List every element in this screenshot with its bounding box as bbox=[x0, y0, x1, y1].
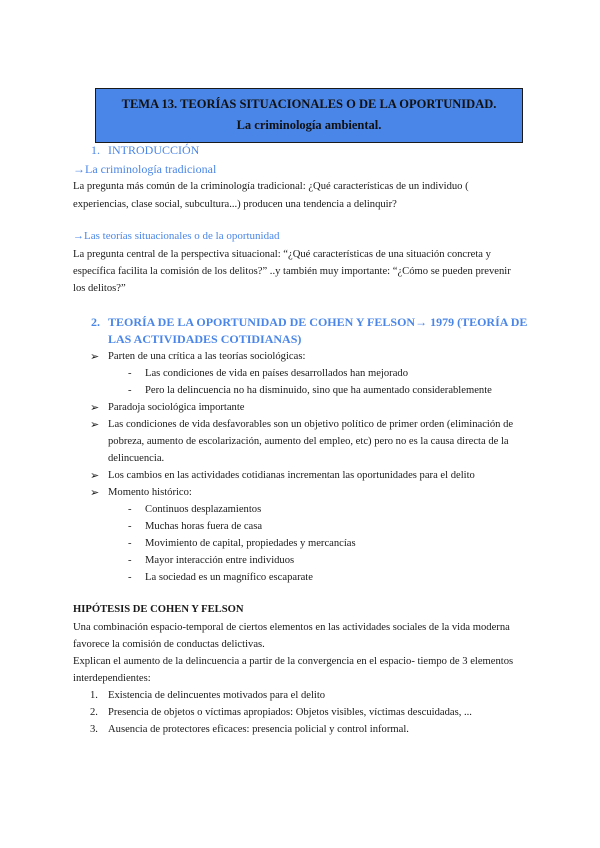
bullet-5-sub-4: Mayor interacción entre individuos bbox=[145, 555, 295, 566]
item-number-1: 1. bbox=[90, 690, 98, 701]
section1-heading: INTRODUCCIÓN bbox=[108, 143, 200, 157]
hypothesis-line-1: Una combinación espacio-temporal de ciertos elementos en las actividades sociales de la vida moderna bbox=[73, 622, 510, 633]
sub2-heading: →Las teorías situacionales o de la oportunidad bbox=[73, 230, 280, 242]
item-number-3: 3. bbox=[90, 724, 98, 735]
bullet-3-line-1: Las condiciones de vida desfavorables son un objetivo político de primer orden (eliminación de bbox=[108, 419, 514, 430]
title-line-2: La criminología ambiental. bbox=[236, 118, 382, 132]
sub1-line-2: experiencias, clase social, subcultura...) producen una tendencia a delinquir? bbox=[73, 199, 397, 210]
hypothesis-item-1: Existencia de delincuentes motivados para el delito bbox=[108, 690, 326, 701]
arrow-bullet-icon: ➢ bbox=[90, 419, 100, 431]
bullet-3-line-2: pobreza, aumento de escolarización, aumento del empleo, etc) pero no es la causa directa de la bbox=[108, 436, 509, 447]
section2-heading-line-2: LAS ACTIVIDADES COTIDIANAS) bbox=[108, 332, 302, 346]
hypothesis-line-2: favorece la comisión de conductas delictivas. bbox=[73, 639, 265, 650]
bullet-3-line-3: delincuencia. bbox=[108, 453, 165, 464]
section2-number: 2. bbox=[91, 315, 100, 329]
dash-icon: - bbox=[128, 504, 132, 515]
arrow-bullet-icon: ➢ bbox=[90, 351, 100, 363]
bullet-4: Los cambios en las actividades cotidianas incrementan las oportunidades para el delito bbox=[108, 470, 475, 481]
sub1-line-1: La pregunta más común de la criminología tradicional: ¿Qué características de un individuo ( bbox=[73, 181, 469, 192]
title-line-1: TEMA 13. TEORÍAS SITUACIONALES O DE LA OPORTUNIDAD. bbox=[121, 97, 497, 111]
sub1-heading: →La criminología tradicional bbox=[73, 162, 217, 176]
bullet-5-sub-2: Muchas horas fuera de casa bbox=[145, 521, 263, 532]
sub2-line-3: los delitos?” bbox=[73, 283, 126, 294]
dash-icon: - bbox=[128, 368, 132, 379]
bullet-2: Paradoja sociológica importante bbox=[108, 402, 245, 413]
bullet-5-sub-3: Movimiento de capital, propiedades y mercancías bbox=[145, 538, 356, 549]
title-box bbox=[95, 88, 523, 143]
section2-heading-line-1: TEORÍA DE LA OPORTUNIDAD DE COHEN Y FELSON→ 1979 (TEORÍA DE bbox=[108, 315, 528, 329]
item-number-2: 2. bbox=[90, 707, 98, 718]
sub2-line-1: La pregunta central de la perspectiva situacional: “¿Qué características de una situación concreta y bbox=[73, 249, 491, 260]
bullet-1-sub-1: Las condiciones de vida en países desarrollados han mejorado bbox=[145, 368, 408, 379]
dash-icon: - bbox=[128, 555, 132, 566]
hypothesis-heading: HIPÓTESIS DE COHEN Y FELSON bbox=[73, 604, 244, 615]
bullet-1: Parten de una crítica a las teorías sociológicas: bbox=[108, 351, 306, 362]
hypothesis-line-4: interdependientes: bbox=[73, 673, 151, 684]
bullet-1-sub-2: Pero la delincuencia no ha disminuido, sino que ha aumentado considerablemente bbox=[145, 385, 492, 396]
arrow-bullet-icon: ➢ bbox=[90, 402, 100, 414]
dash-icon: - bbox=[128, 572, 132, 583]
hypothesis-line-3: Explican el aumento de la delincuencia a partir de la convergencia en el espacio- tiempo de 3 elementos bbox=[73, 656, 514, 667]
hypothesis-item-3: Ausencia de protectores eficaces: presencia policial y control informal. bbox=[108, 724, 409, 735]
bullet-5-sub-1: Continuos desplazamientos bbox=[145, 504, 262, 515]
bullet-5-sub-5: La sociedad es un magnífico escaparate bbox=[145, 572, 313, 583]
dash-icon: - bbox=[128, 538, 132, 549]
dash-icon: - bbox=[128, 521, 132, 532]
bullet-5: Momento histórico: bbox=[108, 487, 192, 498]
hypothesis-item-2: Presencia de objetos o víctimas apropiados: Objetos visibles, víctimas descuidadas, ... bbox=[108, 707, 472, 718]
section1-number: 1. bbox=[91, 143, 100, 157]
arrow-bullet-icon: ➢ bbox=[90, 487, 100, 499]
dash-icon: - bbox=[128, 385, 132, 396]
sub2-line-2: específica facilita la comisión de los delitos?” ..y también muy importante: “¿Cómo se pueden prevenir bbox=[73, 266, 511, 277]
arrow-bullet-icon: ➢ bbox=[90, 470, 100, 482]
